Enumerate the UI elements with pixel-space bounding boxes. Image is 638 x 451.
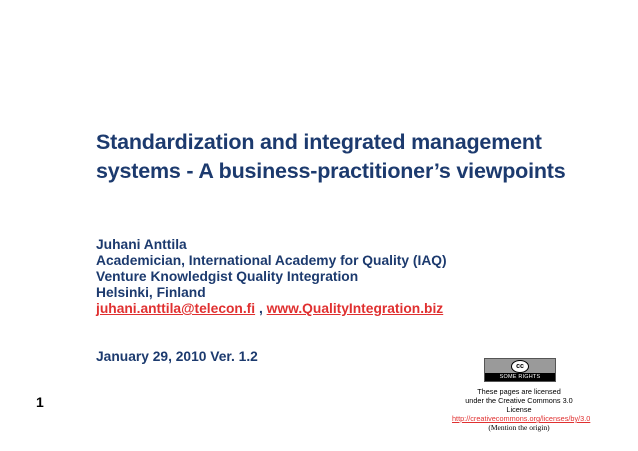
email-link[interactable]: juhani.anttila@telecon.fi <box>96 301 256 316</box>
title-line-2: systems - A business-practitioner’s viewpoints <box>96 159 566 183</box>
author-location: Helsinki, Finland <box>96 285 206 300</box>
license-line-2: under the Creative Commons 3.0 License <box>465 396 573 414</box>
license-block <box>452 358 591 432</box>
license-note: (Mention the origin) <box>488 423 550 432</box>
author-block <box>96 237 556 317</box>
creative-commons-badge-icon[interactable] <box>484 358 556 388</box>
author-name: Juhani Anttila <box>96 237 187 252</box>
link-separator: , <box>258 301 263 316</box>
author-role: Academician, International Academy for Quality (IAQ) <box>96 253 447 268</box>
website-link[interactable]: www.QualityIntegration.biz <box>266 301 444 316</box>
page-number: 1 <box>36 394 44 410</box>
license-url-link[interactable]: http://creativecommons.org/licenses/by/3.0 <box>452 414 591 423</box>
cc-symbol-icon: cc <box>511 360 529 373</box>
license-line-1: These pages are licensed <box>477 387 561 396</box>
cc-badge-text: SOME RIGHTS RESERVED <box>485 373 555 381</box>
title-line-1: Standardization and integrated management <box>96 130 542 154</box>
author-organization: Venture Knowledgist Quality Integration <box>96 269 359 284</box>
contact-links <box>96 301 556 317</box>
slide-title <box>96 128 596 186</box>
version-date: January 29, 2010 Ver. 1.2 <box>96 349 258 364</box>
